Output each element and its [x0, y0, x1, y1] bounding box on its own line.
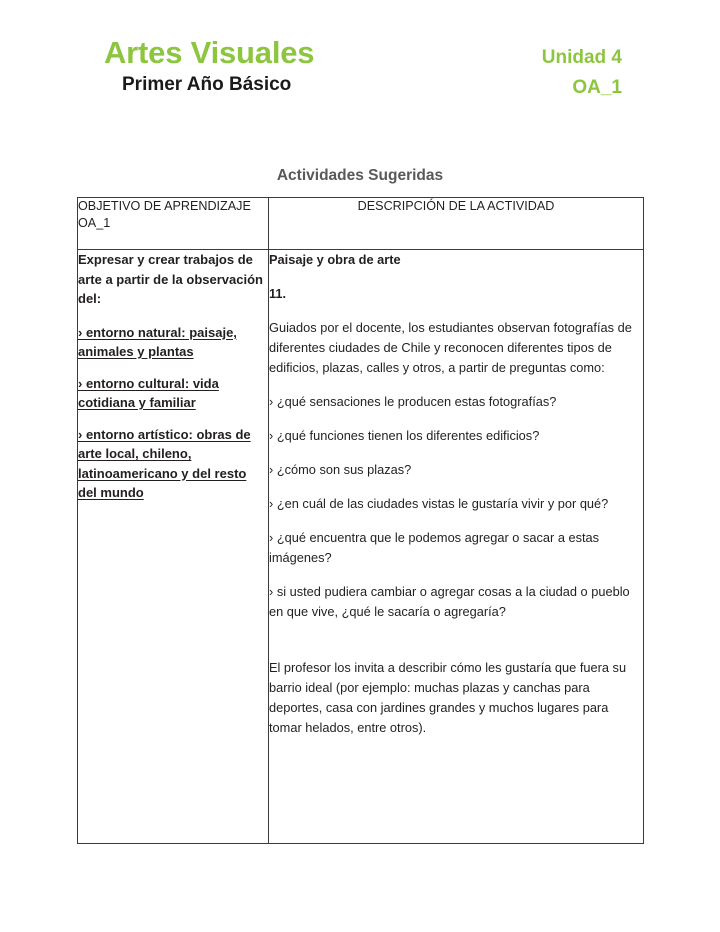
- table-row: [78, 250, 644, 844]
- oa-label: OA_1: [572, 77, 622, 98]
- masthead-left-block: [104, 36, 314, 97]
- table-header-row: [78, 198, 644, 250]
- unit-label: Unidad 4: [541, 47, 622, 68]
- objective-cell: [78, 250, 269, 844]
- document-masthead: [0, 36, 720, 116]
- objective-intro: Expresar y crear trabajos de arte a partir de la observación del:: [78, 252, 263, 306]
- activity-question: › ¿cómo son sus plazas?: [269, 462, 412, 477]
- objective-item-cultural: › entorno cultural: vida cotidiana y familiar: [78, 375, 219, 410]
- subject-title: Artes Visuales: [104, 35, 315, 70]
- activity-closing-paragraph: El profesor los invita a describir cómo les gustaría que fuera su barrio ideal (por ejemplo: muchas plazas y canchas para deportes, casa con jardines grandes y muchos lugares para tomar helados, entre otros).: [269, 660, 627, 735]
- description-cell: [269, 250, 644, 844]
- activity-question: › ¿qué funciones tienen los diferentes edificios?: [269, 428, 540, 443]
- grade-title: Primer Año Básico: [122, 74, 292, 95]
- activity-intro-paragraph: Guiados por el docente, los estudiantes observan fotografías de diferentes ciudades de Chile y reconocen diferentes tipos de edificios, plazas, calles y otros, a partir de preguntas como:: [269, 320, 632, 375]
- activity-question: › ¿en cuál de las ciudades vistas le gustaría vivir y por qué?: [269, 496, 609, 511]
- activities-table: [77, 197, 644, 844]
- column-header-objective: OBJETIVO DE APRENDIZAJE OA_1: [78, 198, 269, 250]
- objective-item-natural: › entorno natural: paisaje, animales y plantas: [78, 324, 237, 359]
- column-header-description: DESCRIPCIÓN DE LA ACTIVIDAD: [269, 198, 644, 250]
- activity-question: › ¿qué encuentra que le podemos agregar o sacar a estas imágenes?: [269, 530, 600, 565]
- activity-question: › ¿qué sensaciones le producen estas fotografías?: [269, 394, 557, 409]
- masthead-right-block: [542, 46, 622, 100]
- activity-heading: Paisaje y obra de arte: [269, 252, 401, 267]
- activity-question: › si usted pudiera cambiar o agregar cosas a la ciudad o pueblo en que vive, ¿qué le sacaría o agregaría?: [269, 584, 630, 619]
- section-title: Actividades Sugeridas: [276, 167, 444, 184]
- activity-number: 11.: [269, 286, 287, 301]
- objective-item-artistic: › entorno artístico: obras de arte local, chileno, latinoamericano y del resto del mundo: [78, 426, 251, 500]
